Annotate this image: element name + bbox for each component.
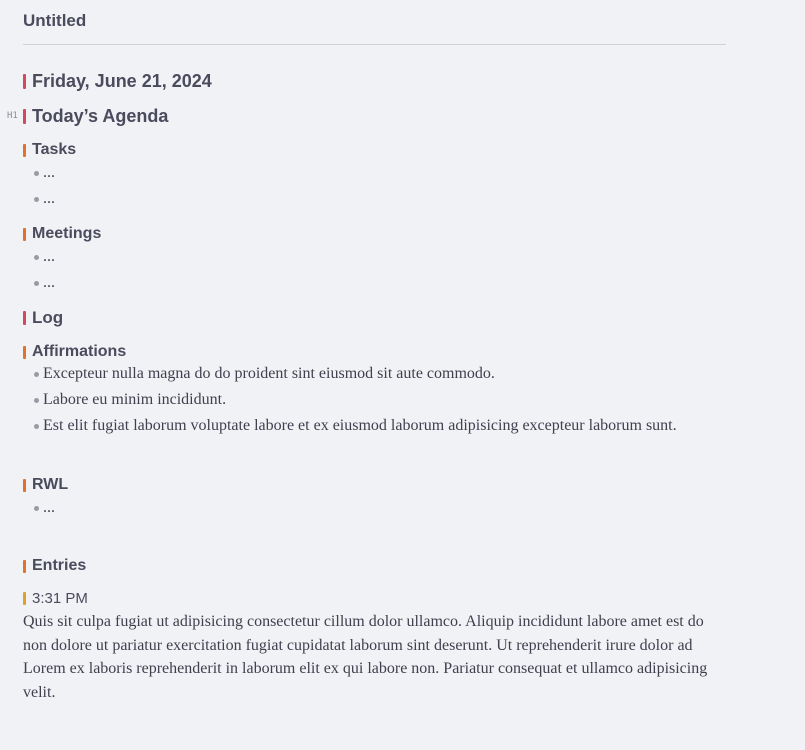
list-item-text: Excepteur nulla magna do do proident sint eiusmod sit aute commodo.	[43, 365, 495, 382]
list-item-text: ...	[43, 248, 55, 265]
heading-marker	[23, 592, 26, 605]
list-item[interactable]	[34, 161, 724, 185]
list-item-text: Labore eu minim incididunt.	[43, 391, 227, 408]
list-item[interactable]	[34, 271, 724, 295]
heading-affirmations-text: Affirmations	[32, 343, 127, 360]
list-item[interactable]	[34, 414, 724, 438]
heading-marker	[23, 479, 26, 492]
bullet-icon	[34, 372, 39, 377]
heading-entries[interactable]	[23, 557, 86, 575]
heading-entry-time-text: 3:31 PM	[32, 590, 88, 607]
heading-entry-time[interactable]	[23, 590, 88, 607]
heading-rwl[interactable]	[23, 476, 68, 494]
bullet-icon	[34, 171, 39, 176]
bullet-icon	[34, 506, 39, 511]
heading-date[interactable]	[23, 71, 212, 92]
list-item[interactable]	[34, 496, 724, 520]
heading-marker	[23, 228, 26, 241]
list-item-text: ...	[43, 499, 55, 516]
heading-rwl-text: RWL	[32, 476, 69, 493]
heading-marker	[23, 109, 26, 124]
heading-meetings-text: Meetings	[32, 225, 102, 242]
bullet-icon	[34, 424, 39, 429]
heading-affirmations[interactable]	[23, 343, 126, 361]
heading-meetings[interactable]	[23, 225, 101, 243]
list-item[interactable]	[34, 362, 724, 386]
bullet-icon	[34, 398, 39, 403]
heading-date-text: Friday, June 21, 2024	[32, 71, 212, 91]
list-item[interactable]	[34, 245, 724, 269]
bullet-icon	[34, 281, 39, 286]
document-title[interactable]: Untitled	[23, 11, 87, 30]
heading-marker	[23, 346, 26, 359]
list-item[interactable]	[34, 388, 724, 412]
bullet-icon	[34, 197, 39, 202]
heading-tasks-text: Tasks	[32, 141, 77, 158]
list-item[interactable]	[34, 187, 724, 211]
title-divider	[23, 44, 726, 45]
heading-log[interactable]	[23, 308, 63, 328]
list-item-text: ...	[43, 164, 55, 181]
heading-marker	[23, 560, 26, 573]
heading-agenda[interactable]	[23, 106, 168, 127]
heading-level-tag: H1	[7, 111, 18, 121]
heading-agenda-text: Today’s Agenda	[32, 106, 169, 126]
list-item-text: Est elit fugiat laborum voluptate labore et ex eiusmod laborum adipisicing excepteur laborum sunt.	[43, 417, 677, 434]
heading-marker	[23, 311, 26, 325]
heading-tasks[interactable]	[23, 141, 76, 159]
entry-paragraph[interactable]: Quis sit culpa fugiat ut adipisicing consectetur cillum dolor ullamco. Aliquip incididunt labore amet est do non dolore ut pariatur exercitation fugiat cupidatat laborum sint deserunt. Ut reprehenderit irure dolor ad Lorem ex laboris reprehenderit in laborum elit ex qui labore non. Pariatur consequat et ullamco adipisicing velit.	[23, 613, 708, 701]
heading-marker	[23, 74, 26, 89]
heading-entries-text: Entries	[32, 557, 87, 574]
heading-log-text: Log	[32, 308, 64, 327]
heading-marker	[23, 144, 26, 157]
list-item-text: ...	[43, 274, 55, 291]
bullet-icon	[34, 255, 39, 260]
list-item-text: ...	[43, 190, 55, 207]
